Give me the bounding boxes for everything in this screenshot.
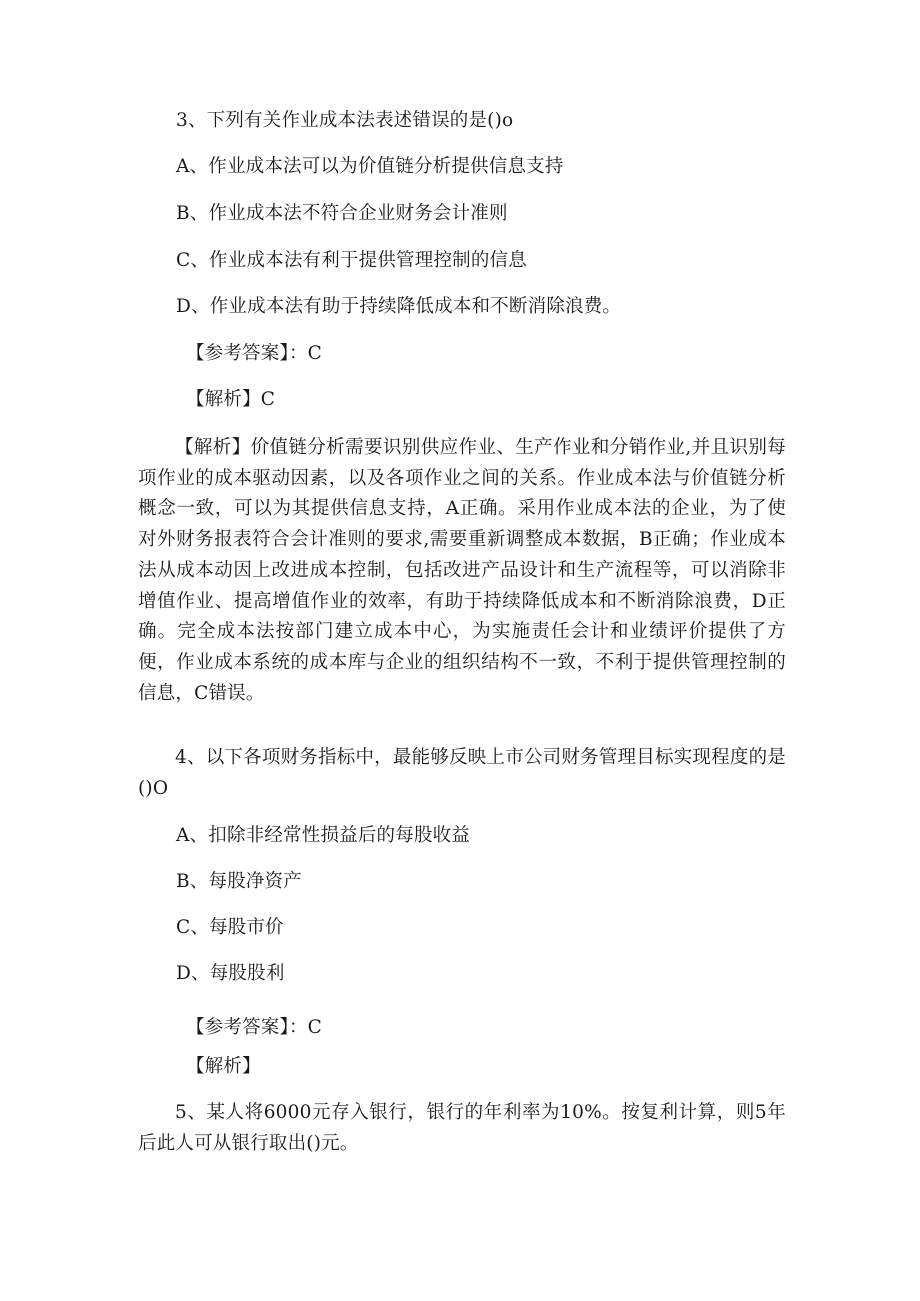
question-4-option-c: C、每股市价: [176, 917, 284, 938]
question-3-analysis-full: 【解析】价值链分析需要识别供应作业、生产作业和分销作业,并且识别每项作业的成本驱动因素，以及各项作业之间的关系。作业成本法与价值链分析概念一致，可以为其提供信息支持，A正确。采用作业成本法的企业，为了使对外财务报表符合会计准则的要求,需要重新调整成本数据，B正确；作业成本法从成本动因上改进成本控制，包括改进产品设计和生产流程等，可以消除非增值作业、提高增值作业的效率，有助于持续降低成本和不断消除浪费，D正确。完全成本法按部门建立成本中心，为实施责任会计和业绩评价提供了方便，作业成本系统的成本库与企业的组织结构不一致，不利于提供管理控制的信息，C错误。: [138, 437, 786, 704]
question-5-stem: 5、某人将6000元存入银行，银行的年利率为10%。按复利计算，则5年后此人可从银行取出()元。: [138, 1102, 786, 1154]
question-3-option-d: D、作业成本法有助于持续降低成本和不断消除浪费。: [176, 296, 622, 317]
question-4-answer: 【参考答案】：C: [186, 1017, 323, 1038]
question-4-stem: 4、以下各项财务指标中，最能够反映上市公司财务管理目标实现程度的是()O: [138, 747, 786, 799]
question-4-option-d: D、每股股利: [176, 963, 285, 984]
question-3-option-c: C、作业成本法有利于提供管理控制的信息: [176, 250, 527, 271]
question-3-option-b: B、作业成本法不符合企业财务会计准则: [176, 203, 508, 224]
question-4-option-a: A、扣除非经常性损益后的每股收益: [176, 825, 471, 846]
question-3-analysis-short: 【解析】C: [186, 389, 276, 410]
question-3-stem: 3、下列有关作业成本法表述错误的是()o: [176, 110, 514, 131]
question-3-option-a: A、作业成本法可以为价值链分析提供信息支持: [176, 156, 564, 177]
question-4-option-b: B、每股净资产: [176, 871, 302, 892]
question-3-answer: 【参考答案】：C: [186, 343, 323, 364]
question-4-analysis: 【解析】: [186, 1056, 261, 1077]
